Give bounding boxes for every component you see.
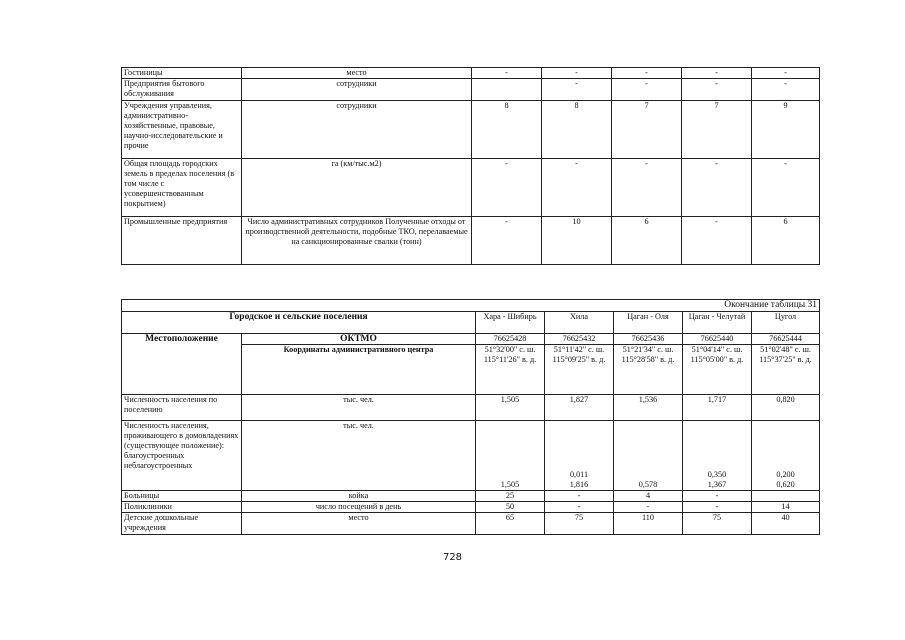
table-row — [122, 421, 820, 491]
location-label: Местоположение — [122, 334, 242, 395]
oktmo-code: 76625428 — [476, 334, 545, 345]
row-unit: тыс. чел. — [242, 395, 476, 421]
cell-value: 0,011 — [569, 470, 589, 479]
cell-value: - — [545, 491, 614, 502]
table-part-1 — [121, 67, 820, 265]
oktmo-code: 76625432 — [545, 334, 614, 345]
caption-row — [122, 300, 820, 312]
oktmo-label: ОКТМО — [242, 334, 476, 345]
header-row — [122, 312, 820, 334]
row-unit: сотрудники — [242, 101, 472, 159]
cell-value — [472, 79, 542, 101]
cell-value: 65 — [476, 513, 545, 535]
cell-value: 110 — [614, 513, 683, 535]
cell-value: - — [752, 68, 820, 79]
page-number: 728 — [442, 552, 463, 563]
row-unit: сотрудники — [242, 79, 472, 101]
cell-value: 9 — [752, 101, 820, 159]
coords-value: 51°11'42" с. ш. 115°09'25" в. д. — [545, 345, 614, 395]
table-row — [122, 513, 820, 535]
table-row — [122, 491, 820, 502]
cell-pair — [683, 421, 752, 491]
row-name: Больницы — [122, 491, 242, 502]
cell-value: 10 — [542, 217, 612, 265]
oktmo-code: 76625444 — [752, 334, 820, 345]
cell-value — [752, 491, 820, 502]
row-name: Предприятия бытового обслуживания — [122, 79, 242, 101]
cell-value: 1,505 — [500, 480, 520, 489]
table-row — [122, 68, 820, 79]
cell-value: - — [612, 79, 682, 101]
oktmo-code: 76625440 — [683, 334, 752, 345]
cell-value: - — [472, 217, 542, 265]
settlement-name: Хила — [545, 312, 614, 334]
cell-value: - — [542, 159, 612, 217]
row-unit: число посещений в день — [242, 502, 476, 513]
cell-value: - — [683, 502, 752, 513]
cell-value: 6 — [752, 217, 820, 265]
row-name: Учреждения управления, административно-хозяйственные, правовые, научно-исследовательские и прочие — [122, 101, 242, 159]
cell-value: - — [682, 159, 752, 217]
row-name: Гостиницы — [122, 68, 242, 79]
cell-value: 8 — [542, 101, 612, 159]
cell-pair — [545, 421, 614, 491]
cell-value: 25 — [476, 491, 545, 502]
cell-value: - — [545, 502, 614, 513]
cell-value: 1,816 — [569, 480, 589, 489]
row-name: Численность населения, проживающего в домовладениях (существующее положение): — [124, 421, 239, 450]
cell-value: 6 — [612, 217, 682, 265]
table-row — [122, 101, 820, 159]
table-caption: Окончание таблицы 31 — [122, 300, 820, 312]
cell-value: - — [612, 68, 682, 79]
cell-value: 8 — [472, 101, 542, 159]
settlement-name: Хара - Шибирь — [476, 312, 545, 334]
cell-pair — [476, 421, 545, 491]
cell-value: - — [612, 159, 682, 217]
cell-value: - — [472, 68, 542, 79]
cell-value: 50 — [476, 502, 545, 513]
cell-value: 0,620 — [776, 480, 795, 489]
oktmo-code: 76625436 — [614, 334, 683, 345]
cell-value: 0,200 — [776, 470, 795, 479]
row-name: Численность населения по поселению — [122, 395, 242, 421]
row-unit: место — [242, 68, 472, 79]
table-row — [122, 159, 820, 217]
cell-value: 1,536 — [614, 395, 683, 421]
settlement-name: Цугол — [752, 312, 820, 334]
row-unit: Число административных сотрудников Полученные отходы от производственной деятельности, подобные ТКО, перелаваемые на санкционированные свалки (тонн) — [242, 217, 472, 265]
row-name: Детские дошкольные учреждения — [122, 513, 242, 535]
row-subname: неблагоустроенных — [124, 461, 193, 470]
cell-value: 0,350 — [707, 470, 727, 479]
cell-value: 0,820 — [752, 395, 820, 421]
cell-value: - — [752, 159, 820, 217]
cell-value: - — [752, 79, 820, 101]
row-unit: тыс. чел. — [242, 421, 476, 491]
cell-value: - — [682, 79, 752, 101]
settlement-name: Цаган - Оля — [614, 312, 683, 334]
cell-value: 7 — [612, 101, 682, 159]
cell-value: 14 — [752, 502, 820, 513]
cell-value: 1,505 — [476, 395, 545, 421]
table-row — [122, 217, 820, 265]
cell-value: 40 — [752, 513, 820, 535]
cell-value: 7 — [682, 101, 752, 159]
cell-value: 4 — [614, 491, 683, 502]
cell-value: - — [542, 79, 612, 101]
cell-value: - — [683, 491, 752, 502]
cell-value: 1,827 — [545, 395, 614, 421]
oktmo-row — [122, 334, 820, 345]
cell-value: - — [614, 502, 683, 513]
row-name: Поликлиники — [122, 502, 242, 513]
row-unit: койка — [242, 491, 476, 502]
row-name: Общая площадь городских земель в пределах поселения (в том числе с усовершенствованным покрытием) — [122, 159, 242, 217]
cell-value: 75 — [683, 513, 752, 535]
cell-value: 0,578 — [638, 480, 658, 489]
row-unit: га (км/тыс.м2) — [242, 159, 472, 217]
row-subname: благоустроенных — [124, 451, 185, 460]
coords-value: 51°32'00" с. ш. 115°11'26" в. д. — [476, 345, 545, 395]
settlement-name: Цаган - Челутай — [683, 312, 752, 334]
table-row — [122, 395, 820, 421]
header-title: Городское и сельские поселения — [122, 312, 476, 334]
coords-value: 51°21'34" с. ш. 115°28'58" в. д. — [614, 345, 683, 395]
cell-pair — [752, 421, 820, 491]
table-part-2 — [121, 299, 820, 535]
table-row — [122, 79, 820, 101]
cell-value: - — [682, 217, 752, 265]
cell-value: - — [472, 159, 542, 217]
row-name: Промышленные предприятия — [122, 217, 242, 265]
cell-value: 75 — [545, 513, 614, 535]
coords-value: 51°02'48" с. ш. 115°37'25" в. д. — [752, 345, 820, 395]
cell-value: 1,367 — [707, 480, 727, 489]
cell-value: - — [542, 68, 612, 79]
table-row — [122, 502, 820, 513]
coords-label: Координаты административного центра — [242, 345, 476, 395]
cell-value: 1,717 — [683, 395, 752, 421]
coords-value: 51°04'14" с. ш. 115°05'00" в. д. — [683, 345, 752, 395]
cell-pair — [614, 421, 683, 491]
cell-value: - — [682, 68, 752, 79]
row-name-group — [122, 421, 242, 491]
row-unit: место — [242, 513, 476, 535]
